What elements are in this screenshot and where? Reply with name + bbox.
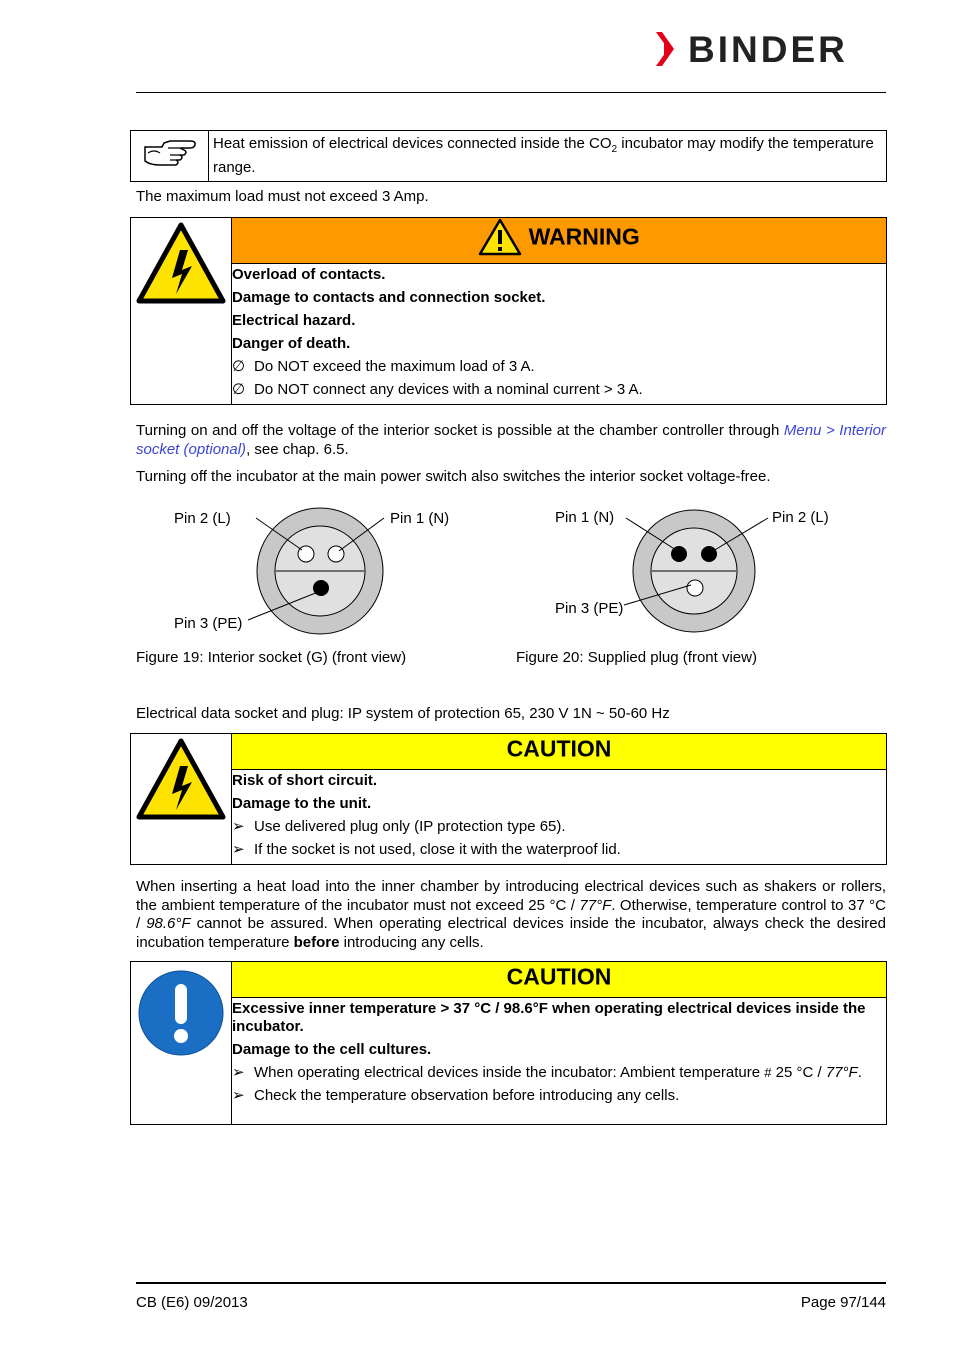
pin2-label: Pin 2 (L) bbox=[174, 510, 231, 527]
warning-bullet: ∅ Do NOT connect any devices with a nominal current > 3 A. bbox=[232, 381, 643, 398]
warning-line: Overload of contacts. bbox=[232, 266, 386, 283]
para-socket: Turning on and off the voltage of the interior socket is possible at the chamber controller through Menu > Interior socket (optional), see chap. 6.5. bbox=[136, 422, 886, 458]
caution2-content bbox=[232, 998, 887, 1125]
warning-header bbox=[232, 218, 887, 264]
warning-box bbox=[130, 217, 887, 405]
para-heatload: When inserting a heat load into the inner chamber by introducing electrical devices such as shakers or rollers, the ambient temperature of the incubator must not exceed 25 °C / 77°F. Otherwise, temperature control to 37 °C / 98.6°F cannot be assured. When operating electrical devices inside the incubator, always check the desired incubation temperature before introducing any cells. bbox=[136, 878, 886, 951]
caution1-line: Risk of short circuit. bbox=[232, 772, 378, 789]
caution1-icon-cell bbox=[131, 734, 232, 865]
arrow-bullet-icon: ➢ bbox=[232, 1087, 245, 1104]
footer-page-number: Page 97/144 bbox=[800, 1294, 886, 1311]
caution2-line: Damage to the cell cultures. bbox=[232, 1041, 432, 1058]
footer-doc-id: CB (E6) 09/2013 bbox=[136, 1294, 248, 1311]
caution2-icon-cell bbox=[131, 962, 232, 1125]
caution1-content bbox=[232, 770, 887, 865]
header-rule bbox=[136, 92, 886, 93]
caution2-title: CAUTION bbox=[506, 963, 612, 990]
prohibit-symbol: ∅ bbox=[232, 358, 246, 375]
menu-link[interactable]: Menu > Interior socket (optional) bbox=[136, 422, 886, 458]
caution2-bullet: ➢ Check the temperature observation before introducing any cells. bbox=[232, 1087, 680, 1104]
warning-line: Damage to contacts and connection socket. bbox=[232, 289, 546, 306]
para-electrical: Electrical data socket and plug: IP system of protection 65, 230 V 1N ~ 50-60 Hz bbox=[136, 705, 670, 722]
warning-title: WARNING bbox=[528, 223, 640, 250]
svg-text:BINDER: BINDER bbox=[688, 30, 848, 68]
caution1-title: CAUTION bbox=[506, 735, 612, 762]
exclamation-circle-icon bbox=[136, 970, 226, 1056]
warning-content bbox=[232, 264, 887, 405]
pin3-label: Pin 3 (PE) bbox=[555, 600, 624, 617]
note-text: Heat emission of electrical devices connected inside the $CO_2$ incubator may modify the temperature range. bbox=[209, 131, 887, 182]
figure-20-diagram bbox=[516, 500, 886, 650]
caution-box-1 bbox=[130, 733, 887, 865]
note-icon-cell bbox=[131, 131, 209, 182]
binder-logo-mark bbox=[654, 30, 886, 68]
caution1-line: Damage to the unit. bbox=[232, 795, 372, 812]
caution2-header bbox=[232, 962, 887, 998]
pin1-label: Pin 1 (N) bbox=[390, 510, 450, 527]
para-poweroff: Turning off the incubator at the main power switch also switches the interior socket voltage-free. bbox=[136, 468, 771, 485]
warning-line: Electrical hazard. bbox=[232, 312, 356, 329]
warning-line: Danger of death. bbox=[232, 335, 351, 352]
high-voltage-icon bbox=[136, 222, 226, 304]
pin2-label: Pin 2 (L) bbox=[772, 509, 829, 526]
caution1-bullet: ➢ Use delivered plug only (IP protection type 65). bbox=[232, 818, 566, 835]
pin3-label: Pin 3 (PE) bbox=[174, 615, 243, 632]
note-box bbox=[130, 130, 887, 182]
caution2-bullet: ➢ When operating electrical devices inside the incubator: Ambient temperature # 25 °C / 77°F. bbox=[232, 1064, 862, 1081]
caution1-header bbox=[232, 734, 887, 770]
arrow-bullet-icon: ➢ bbox=[232, 818, 245, 835]
caution1-bullet: ➢ If the socket is not used, close it with the waterproof lid. bbox=[232, 841, 621, 858]
arrow-bullet-icon: ➢ bbox=[232, 1064, 245, 1081]
caution-box-2 bbox=[130, 961, 887, 1125]
arrow-bullet-icon: ➢ bbox=[232, 841, 245, 858]
warning-icon-cell bbox=[131, 218, 232, 405]
pointing-hand-icon bbox=[140, 135, 200, 173]
pin1-label: Pin 1 (N) bbox=[555, 509, 615, 526]
high-voltage-icon bbox=[136, 738, 226, 820]
caution2-line: Excessive inner temperature > 37 °C / 98.6°F when operating electrical devices inside the incubator. bbox=[232, 1000, 866, 1035]
footer-rule bbox=[136, 1282, 886, 1284]
warning-bullet: ∅ Do NOT exceed the maximum load of 3 A. bbox=[232, 358, 535, 375]
figure-19-diagram bbox=[136, 500, 496, 650]
figure-20-caption: Figure 20: Supplied plug (front view) bbox=[516, 649, 757, 666]
para-max-load: The maximum load must not exceed 3 Amp. bbox=[136, 188, 429, 205]
binder-logo bbox=[654, 30, 886, 68]
exclamation-triangle-icon bbox=[478, 218, 522, 256]
prohibit-symbol: ∅ bbox=[232, 381, 246, 398]
figure-19-caption: Figure 19: Interior socket (G) (front view) bbox=[136, 649, 407, 666]
